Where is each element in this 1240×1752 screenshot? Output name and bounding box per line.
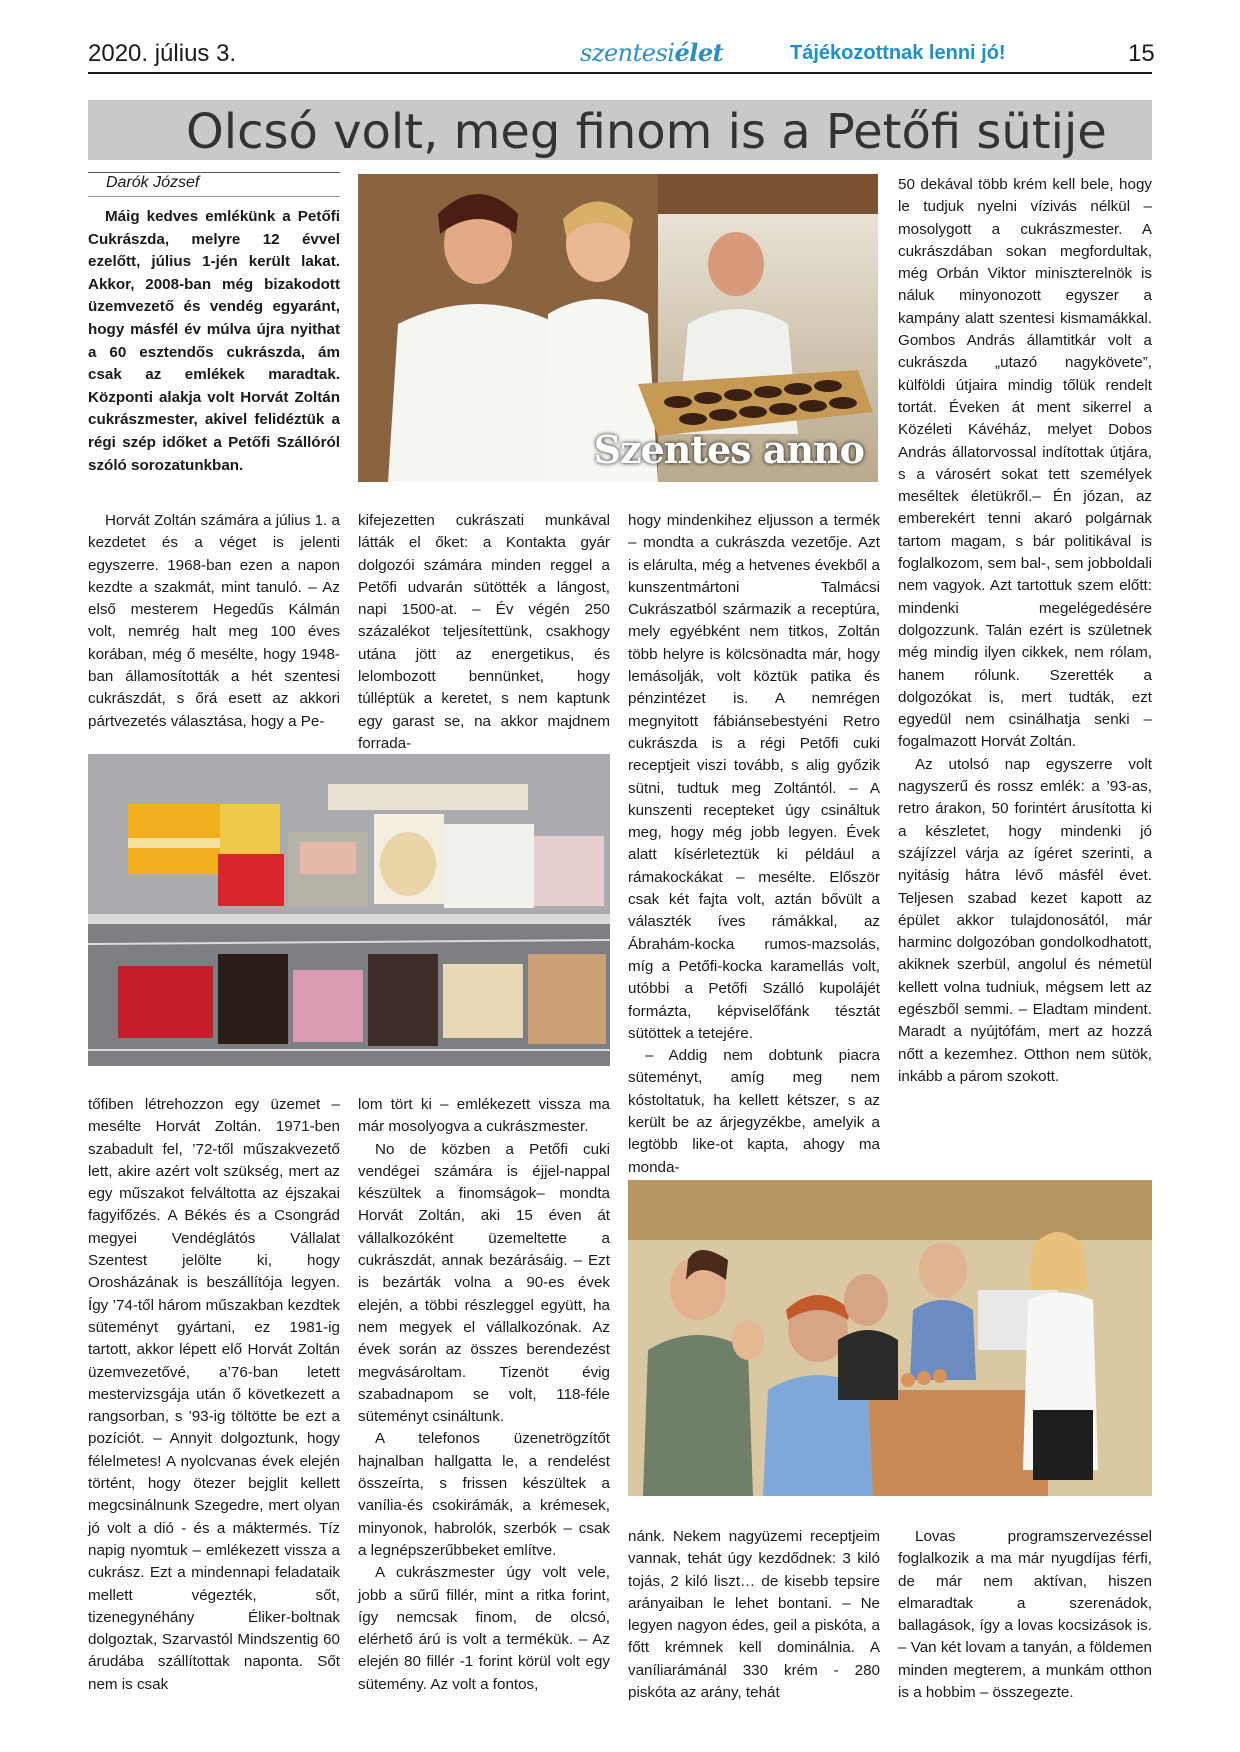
masthead-logo[interactable]	[580, 38, 723, 67]
byline-rule-top	[88, 172, 340, 173]
pastry-case-illustration	[88, 754, 610, 1066]
photo-customers	[628, 1180, 1152, 1496]
paragraph: Lovas programszervezéssel foglalkozik a ma már nyugdíjas férfi, de már nem aktívan, hiszen elmaradtak a szerenádok, ballagások, így a lovas kocsizások is. – Van két lovam a tanyán, a földemen minden megterem, a munkám otthon is a hobbim – összegezte.	[898, 1528, 1152, 1702]
paragraph: Az utolsó nap egyszerre volt nagyszerű és rossz emlék: a ’93-as, retro árakon, 50 forintért árusította ki a készletet, hogy mindenki jó szájízzel várja az ígéret szerinti, a nyitásig hátra lévő másfél évet. Teljesen szabad kezet kapott az épület akkor tulajdonosától, már harminc dolgozóban gondolkodhatott, akiknek szerbül, angolul és németül kellett volna tudniuk, mégsem lett az egészből semmi. – Eladtam mindent. Maradt a nyújtófám, mert az hozzá nőtt a kezemhez. Otthon nem sütök, inkább a párom szokott.	[898, 755, 1152, 1085]
paragraph: Horvát Zoltán számára a július 1. a kezdetet és a véget is jelenti egyszerre. 1968-ban ezen a napon kezdte a szakmát, mint tanuló. – Az első mesterem Hegedűs Kálmán volt, nemrég halt meg 100 éves korában, még ő mesélte, hogy 1948-ban államosították a hét szentesi cukrászdát, s őrá esett az akkori pártvezetés választása, hogy a Pe-	[88, 512, 340, 730]
col1-bottom	[88, 1094, 340, 1696]
col3-top	[628, 510, 880, 1179]
photo-staff	[358, 174, 878, 482]
col4-bottom	[898, 1526, 1152, 1704]
photo-pastry-case	[88, 754, 610, 1066]
byline-rule-bottom	[88, 196, 340, 197]
header-rule	[88, 72, 1152, 74]
paragraph: No de közben a Petőfi cuki vendégei számára is éjjel-nappal készültek a finomságok– mondta Horvát Zoltán, aki 15 éven át vállalkozóként üzemeltette a cukrászdát, annak bezárásáig. – Ezt is bezárták volna a 90-es évek elején, a többi részleggel együtt, ha nem megyek el vállalkozónak. Az évek során az összes berendezést megvásároltam. Tizenöt évig szabadnapom se volt, 118-féle süteményt csináltunk.	[358, 1140, 610, 1426]
paragraph: A telefonos üzenetrögzítőt hajnalban hallgatta le, a rendelést összeírta, s frissen készültek a vanília-és csokirámák, a krémesek, minyonok, habrolók, szerbók – csak a legnépszerűbbeket említve.	[358, 1430, 610, 1559]
paragraph: tőfiben létrehozzon egy üzemet – mesélte Horvát Zoltán. 1971-ben szabadult fel, ’72-től műszakvezető lett, akire azért volt szükség, mert az egy műszakot felváltotta az éjszakai fagyifőzés. A Békés és a Csongrád megyei Vendéglátós Vállalat Szentest jelölte ki, hogy Orosházának is beszállítója legyen. Így ’74-től három műszakban kezdtek süteményt gyártani, ez 1981-ig tartott, akkor lépett elő Horvát Zoltán üzemvezetővé, a’76-ban letett mestervizsgája után ő következett a rangsorban, s ’93-ig töltötte be ezt a pozíciót. – Annyit dolgoztunk, hogy félelmetes! A nyolcvanas évek elején történt, hogy ötezer bejglit kellett megcsinálnunk Szegedre, mert olyan jó volt a dió - és a máktermés. Tíz napig nyomtuk – emlékezett vissza a cukrász. Ezt a mindennapi feladataik mellett végezték, sőt, tizenegynéhány Éliker-boltnak dolgoztak, Szarvastól Mindszentig 60 árudába szállítottak naponta. Sőt nem is csak	[88, 1096, 340, 1693]
photo-caption: Szentes anno	[593, 427, 864, 472]
paragraph: kifejezetten cukrászati munkával látták el őket: a Kontakta gyár dolgozói számára minden reggel a Petőfi udvarán sütötték a lángost, napi 1500-at. – Év végén 250 százalékot teljesítettünk, csakhogy utána jött az energetikus, és lelombozott bennünket, hogy túlléptük a keretet, s nem kaptunk egy garast se, na akkor majdnem forrada-	[358, 512, 610, 752]
paragraph: hogy mindenkihez eljusson a termék – mondta a cukrászda vezetője. Azt is elárulta, még a hetvenes évekből a kunszentmártoni Talmácsi Cukrászatból származik a receptúra, mely egyébként nem titkos, Zoltán több helyre is kölcsönadta már, hogy lemásolják, volt köztük patika és pénzintézet is. A nemrégen megnyitott fábiánsebestyéni Retro cukrászda is a régi Petőfi cuki receptjeit viszi tovább, s alig győzik sütni, tudtuk meg Zoltántól. – A kunszenti recepteket úgy csináltuk meg, hogy még jobb legyen. Évek alatt kísérleteztük ki például a rámakockákat – mesélte. Először csak két fajta volt, aztán bővült a választék íves rámákkal, az Ábrahám-kocka rumos-mazsolás, míg a Petőfi-kocka karamellás volt, utóbbi a Petőfi Szálló kupolájét formázta, képviselőfánk tésztát sütöttek a tetejére.	[628, 512, 880, 1042]
paragraph: A cukrászmester úgy volt vele, jobb a sűrű fillér, mint a ritka forint, így nemcsak finom, de olcsó, elérhető árú is volt a termékük. – Az elején 80 fillér -1 forint körül volt egy sütemény. Az volt a fontos,	[358, 1564, 610, 1693]
col4-top	[898, 174, 1152, 1088]
article-lead: Máig kedves emlékünk a Petőfi Cukrászda, melyre 12 évvel ezelőtt, július 1-jén került lakat. Akkor, 2008-ban még bizakodott üzemvezető és vendég egyaránt, hogy másfél év múlva újra nyithat a 60 esztendős cukrászda, ám csak az emlékek maradtak. Központi alakja volt Horvát Zoltán cukrászmester, akivel felidéztük a régi szép időket a Petőfi Szállóról szóló sorozatunkban.	[88, 208, 340, 474]
col2-bottom	[358, 1094, 610, 1696]
col2-top	[358, 510, 610, 755]
col3-bottom	[628, 1526, 880, 1704]
page-number: 15	[1128, 40, 1155, 67]
col1-top	[88, 510, 340, 733]
paragraph: nánk. Nekem nagyüzemi receptjeim vannak, tehát úgy kezdődnek: 3 kiló tojás, 2 kiló liszt… de kisebb tepsire arányaiban le lehet bontani. – Ne legyen nagyon édes, geil a piskóta, a főtt krémnek kell dominálnia. A vaníliarámánál 330 krém - 280 piskóta az arány, tehát	[628, 1528, 880, 1702]
issue-date: 2020. július 3.	[88, 40, 237, 67]
paragraph: 50 dekával több krém kell bele, hogy le tudjuk nyelni vízivás nélkül – mosolygott a cukrászmester. A cukrászdában sokan megfordultak, még Orbán Viktor miniszterelnök is náluk minyonozott egyszer a kampány alatt szentesi kismamákkal. Gombos András államtitkár volt a cukrászda „utazó nagykövete”, külföldi útjaira mindig tőlük rendelt tortát. Éveken át ment sikerrel a Közéleti Kávéház, melyet Dobos András állatorvossal indítottak útjára, s a városért sokat tett személyek meséltek életükről.– Én józan, az emberekért tenni akaró polgárnak tartom magam, s bár politikával is foglalkozom, sem bal-, sem jobboldali nem vagyok. Azt tartottuk szem előtt: mindenki megelégedésére dolgozzunk. Talán ezért is születnek még mindig ilyen cikkek, nem rólam, hanem rólunk. Szerették a dolgozókat is, mert tudták, ezt egyedül nem csinálhatja senki – fogalmazott Horvát Zoltán.	[898, 176, 1152, 751]
paragraph: lom tört ki – emlékezett vissza ma már mosolyogva a cukrászmester.	[358, 1096, 610, 1136]
paragraph: – Addig nem dobtunk piacra süteményt, amíg meg nem kóstoltatuk, ha kellett kétszer, s az került be az árjegyzékbe, amelyik a legtöbb like-ot kapta, ahogy ma monda-	[628, 1047, 880, 1176]
slogan: Tájékozottnak lenni jó!	[790, 42, 1006, 64]
logo-left: szentesi	[580, 39, 675, 67]
byline: Darók József	[106, 174, 200, 191]
article-title: Olcsó volt, meg finom is a Petőfi sütije	[186, 104, 1107, 160]
title-band	[88, 100, 1152, 160]
logo-right: élet	[674, 38, 724, 67]
customers-illustration	[628, 1180, 1152, 1496]
